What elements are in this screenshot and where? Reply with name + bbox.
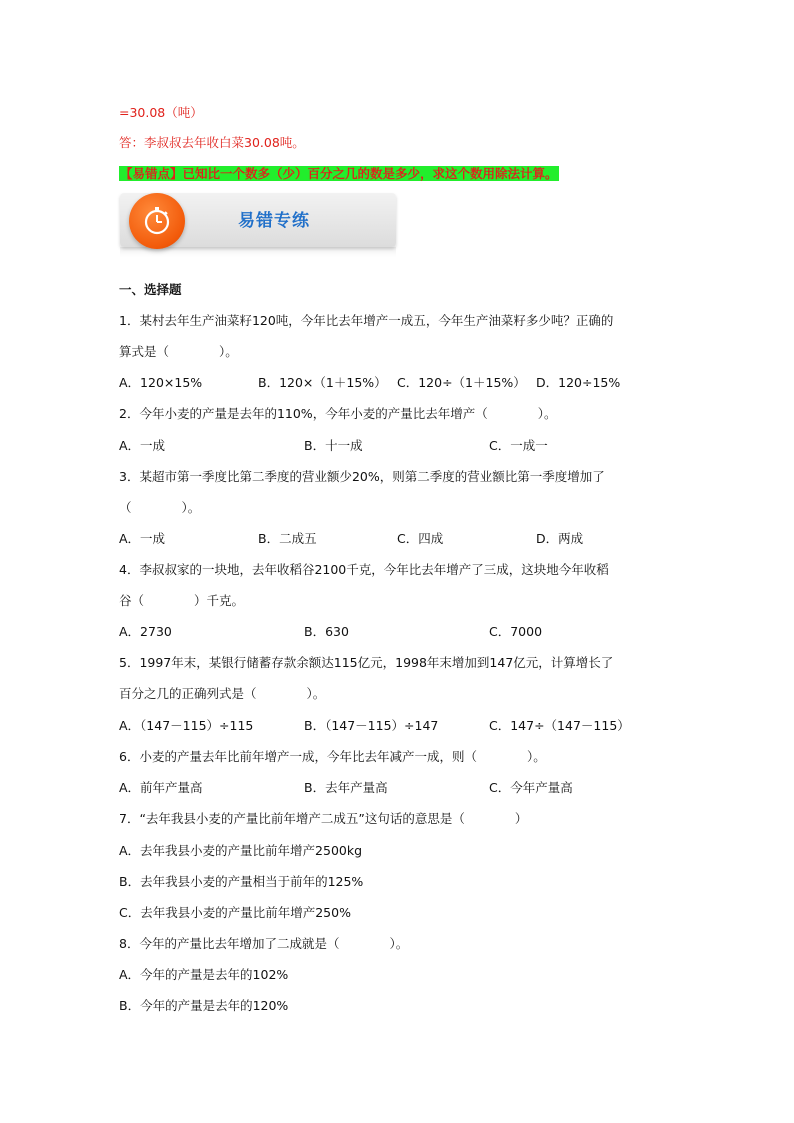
q7-option-b: B．去年我县小麦的产量相当于前年的125% bbox=[119, 874, 364, 889]
q2-option-b: B．十一成 bbox=[304, 438, 363, 453]
question-5-line-2: 百分之几的正确列式是（ ）。 bbox=[119, 686, 326, 701]
q3-option-d: D．两成 bbox=[536, 531, 584, 546]
answer-line: 答：李叔叔去年收白菜30.08吨。 bbox=[119, 135, 305, 150]
question-7-line-1: 7．“去年我县小麦的产量比前年增产二成五”这句话的意思是（ ） bbox=[119, 811, 528, 826]
q2-option-a: A．一成 bbox=[119, 438, 166, 453]
q4-option-c: C．7000 bbox=[489, 624, 543, 639]
error-point-text: 【易错点】已知比一个数多（少）百分之几的数是多少，求这个数用除法计算。 bbox=[120, 166, 558, 181]
q1-option-b: B．120×（1＋15%） bbox=[258, 375, 387, 390]
section-heading: 一、选择题 bbox=[119, 282, 182, 297]
q5-option-b: B．（147－115）÷147 bbox=[304, 718, 439, 733]
q5-option-c: C．147÷（147－115） bbox=[489, 718, 630, 733]
q1-option-a: A．120×15% bbox=[119, 375, 203, 390]
question-5-line-1: 5．1997年末，某银行储蓄存款余额达115亿元，1998年末增加到147亿元，计算增长了 bbox=[119, 655, 614, 670]
q3-option-c: C．四成 bbox=[397, 531, 444, 546]
question-3-line-2: （ ）。 bbox=[119, 500, 201, 515]
question-2-line-1: 2．今年小麦的产量是去年的110%，今年小麦的产量比去年增产（ ）。 bbox=[119, 406, 557, 421]
question-4-line-2: 谷（ ）千克。 bbox=[119, 593, 245, 608]
banner-title: 易错专练 bbox=[238, 211, 310, 231]
q3-option-b: B．二成五 bbox=[258, 531, 317, 546]
question-3-line-1: 3．某超市第一季度比第二季度的营业额少20%，则第二季度的营业额比第一季度增加了 bbox=[119, 469, 605, 484]
error-point-note bbox=[119, 166, 559, 182]
q7-option-a: A．去年我县小麦的产量比前年增产2500kg bbox=[119, 843, 363, 858]
q1-option-c: C．120÷（1＋15%） bbox=[397, 375, 526, 390]
q2-option-c: C．一成一 bbox=[489, 438, 548, 453]
q3-option-a: A．一成 bbox=[119, 531, 166, 546]
q4-option-a: A．2730 bbox=[119, 624, 172, 639]
question-1-line-2: 算式是（ ）。 bbox=[119, 344, 238, 359]
question-4-line-1: 4．李叔叔家的一块地，去年收稻谷2100千克，今年比去年增产了三成，这块地今年收稻 bbox=[119, 562, 609, 577]
q1-option-d: D．120÷15% bbox=[536, 375, 621, 390]
question-1-line-1: 1．某村去年生产油菜籽120吨，今年比去年增产一成五，今年生产油菜籽多少吨？正确的 bbox=[119, 313, 614, 328]
q4-option-b: B．630 bbox=[304, 624, 349, 639]
q8-option-a: A．今年的产量是去年的102% bbox=[119, 967, 289, 982]
question-8-line-1: 8．今年的产量比去年增加了二成就是（ ）。 bbox=[119, 936, 409, 951]
stopwatch-icon bbox=[141, 205, 173, 237]
q6-option-a: A．前年产量高 bbox=[119, 780, 203, 795]
q5-option-a: A．（147－115）÷115 bbox=[119, 718, 254, 733]
q6-option-c: C．今年产量高 bbox=[489, 780, 573, 795]
q6-option-b: B．去年产量高 bbox=[304, 780, 388, 795]
question-6-line-1: 6．小麦的产量去年比前年增产一成，今年比去年减产一成，则（ ）。 bbox=[119, 749, 546, 764]
result-line: =30.08（吨） bbox=[119, 105, 203, 120]
q8-option-b: B．今年的产量是去年的120% bbox=[119, 998, 289, 1013]
q7-option-c: C．去年我县小麦的产量比前年增产250% bbox=[119, 905, 351, 920]
